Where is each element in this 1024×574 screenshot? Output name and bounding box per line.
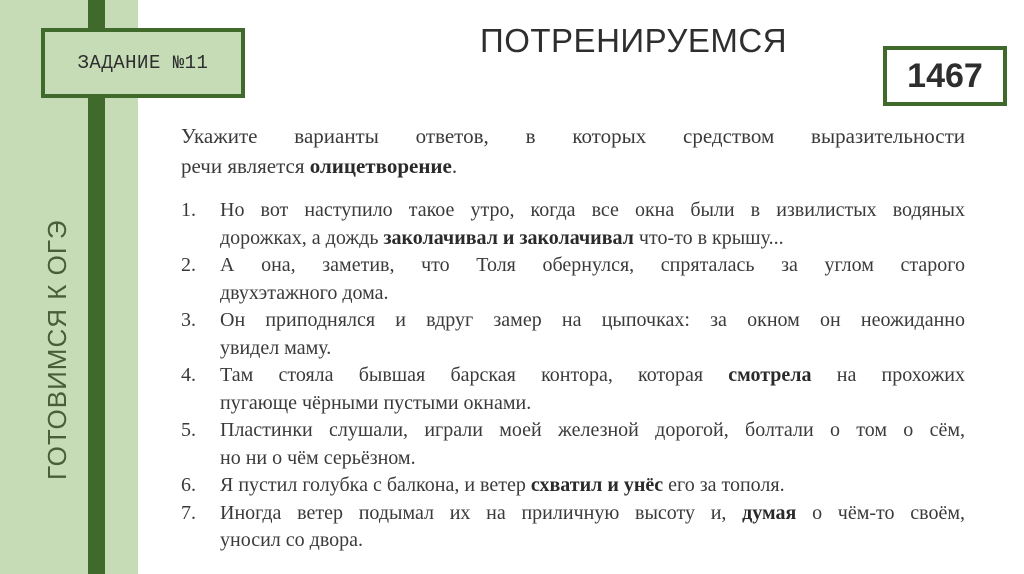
option-text: о чём-то своём, [796,501,965,524]
option-line-1 [220,362,965,390]
answer-option-7 [181,500,965,555]
task-number-badge: 1467 [883,46,1007,106]
question-line-1: Укажите варианты ответов, в которых средством выразительности [181,124,965,148]
question-line-2-pre: речи является [181,154,310,178]
option-number: 4. [181,364,196,386]
option-number: 6. [181,474,196,496]
option-text: Я пустил голубка с балкона, и ветер [220,474,531,496]
option-highlight: схватил и унёс [530,474,664,496]
answer-option-4 [181,362,965,417]
question-text [181,121,965,181]
question-line-2-post: . [451,154,458,178]
option-text: что-то в крышу... [633,226,784,249]
option-number: 1. [181,199,196,221]
option-number: 3. [181,309,196,331]
option-line-1 [220,472,965,500]
question-keyword: олицетворение [309,154,452,178]
option-text: Иногда ветер подымал их на приличную высоту и, [220,501,743,524]
answer-option-1 [181,197,965,252]
option-line-1: Но вот наступило такое утро, когда все окна были в извилистых водяных [220,199,965,221]
option-line-2: но ни о чём серьёзном. [220,446,416,469]
option-line-2: увидел маму. [220,336,332,359]
page-title: ПОТРЕНИРУЕМСЯ [480,22,788,59]
option-line-2 [220,225,965,253]
option-number: 2. [181,254,196,276]
option-text: дорожках, а дождь [220,226,384,249]
option-highlight: заколачивал и заколачивал [383,226,634,249]
answer-options-list [181,197,965,555]
option-highlight: думая [742,501,797,524]
option-number: 7. [181,501,196,524]
option-line-1 [220,500,965,528]
option-line-1: Он приподнялся и вдруг замер на цыпочках: за окном он неожиданно [220,309,965,331]
option-text: на прохожих [811,364,966,386]
option-line-1: Пластинки слушали, играли моей железной дорогой, болтали о том о сём, [220,419,965,441]
answer-option-6 [181,472,965,500]
option-highlight: смотрела [728,364,812,386]
answer-option-5 [181,417,965,472]
answer-option-2 [181,252,965,307]
option-number: 5. [181,419,196,441]
option-text: его за тополя. [663,474,785,496]
answer-option-3 [181,307,965,362]
option-line-2: двухэтажного дома. [220,281,389,304]
option-line-1: А она, заметив, что Толя обернулся, спряталась за углом старого [220,254,965,276]
task-label-badge: ЗАДАНИЕ №11 [41,28,245,98]
option-text: Там стояла бывшая барская контора, которая [220,364,729,386]
sidebar-vertical-label: ГОТОВИМСЯ К ОГЭ [42,219,72,480]
option-line-2: пугающе чёрными пустыми окнами. [220,391,532,414]
option-line-2: уносил со двора. [220,529,363,551]
